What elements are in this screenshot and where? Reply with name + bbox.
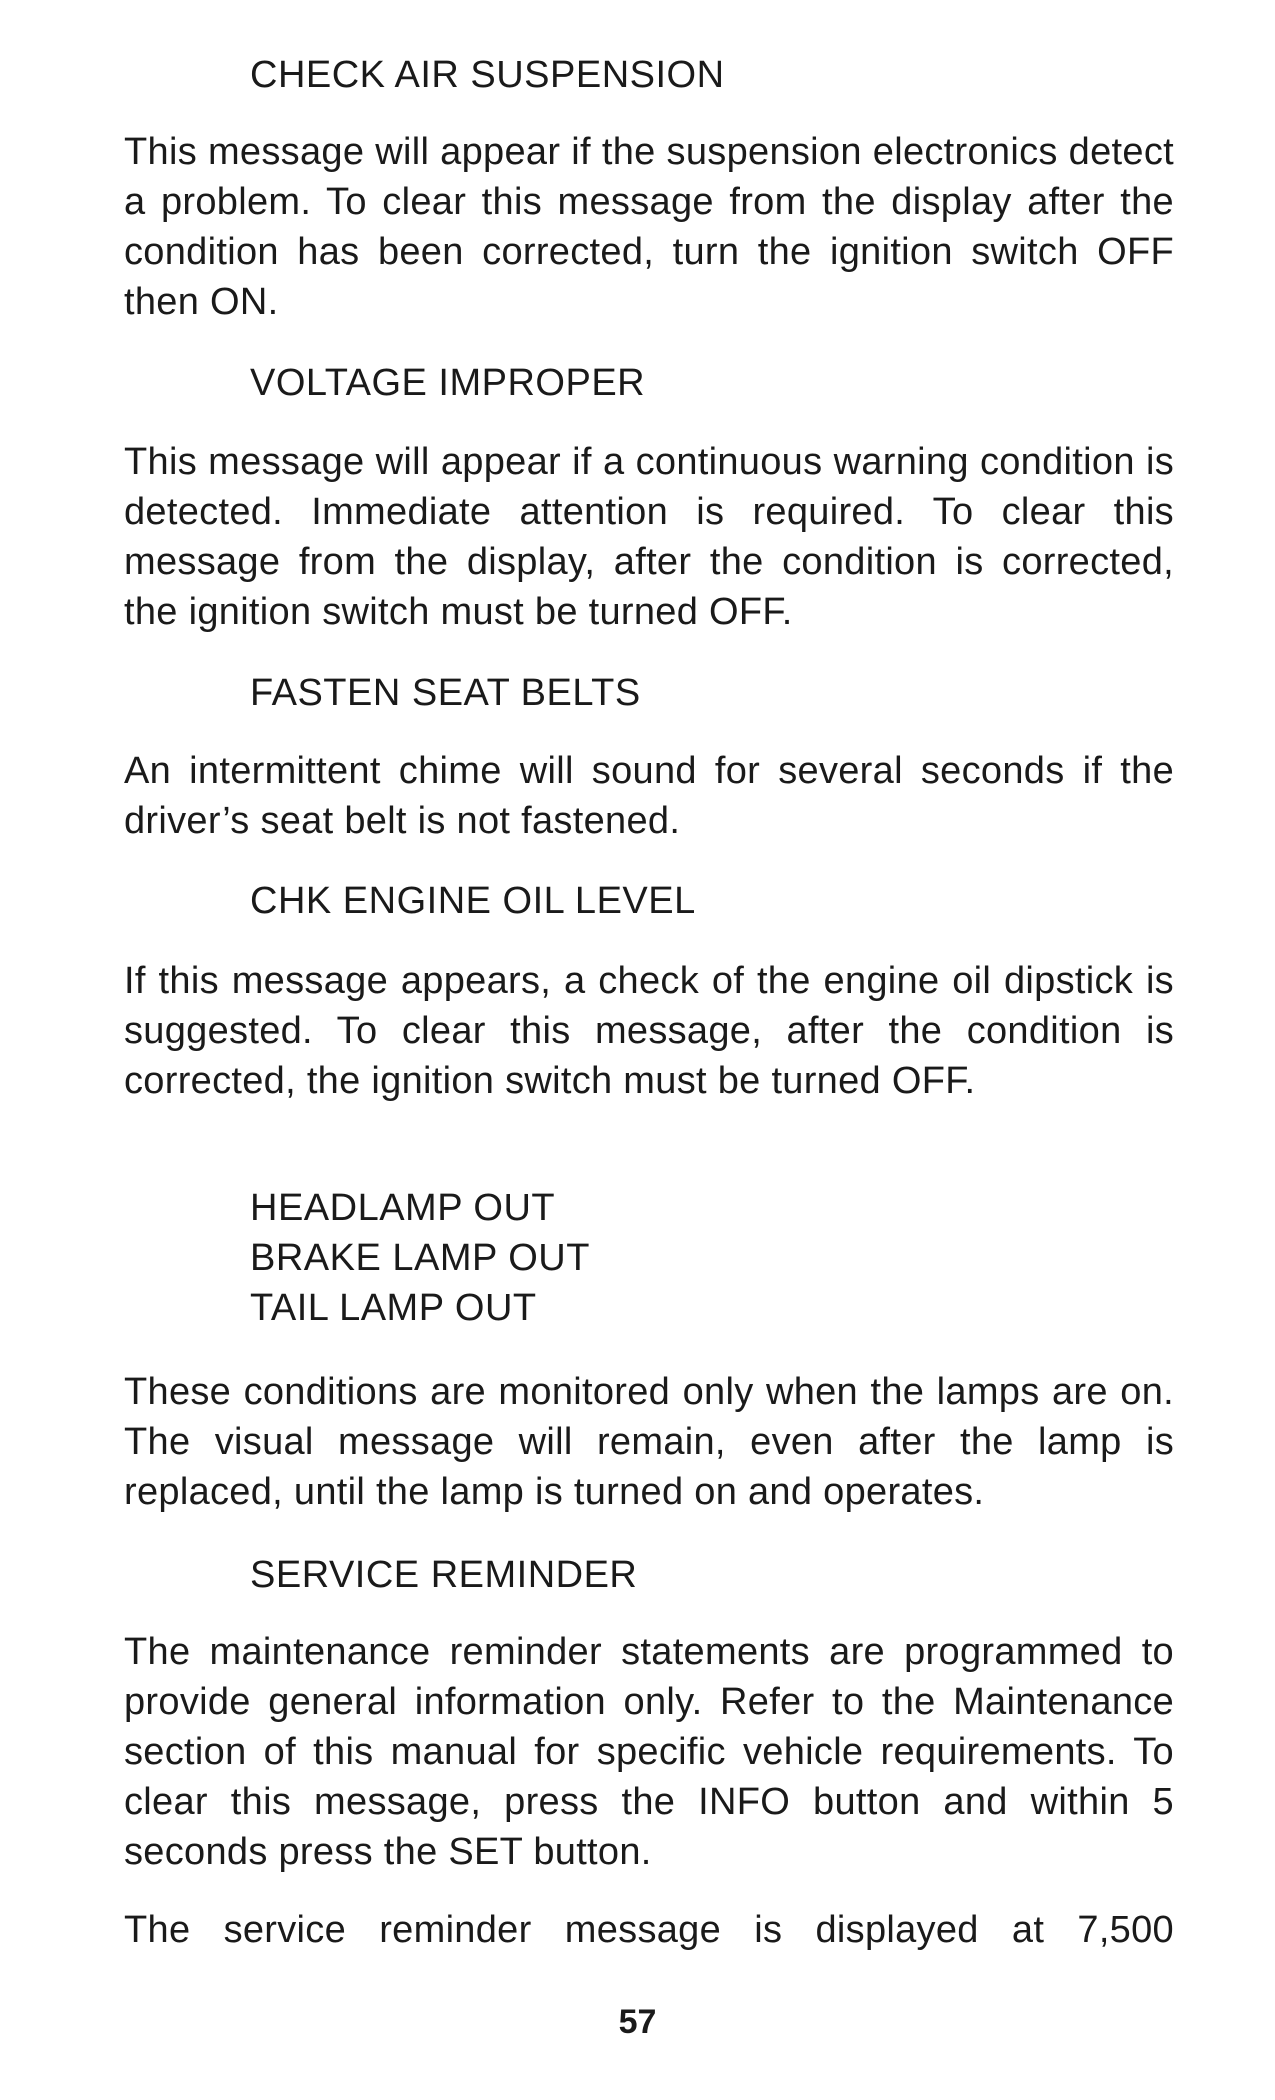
paragraph-service-reminder: The maintenance reminder statements are programmed to provide general information only. Refer to the Maintenance section of this manual for specific vehicle requirements. To clear this message, press the INFO button and within 5 seconds press the SET button. (124, 1631, 1174, 1873)
heading-headlamp-out: HEADLAMP OUT (250, 1187, 556, 1229)
heading-tail-lamp-out: TAIL LAMP OUT (250, 1287, 537, 1329)
paragraph-fasten-seat-belts: An intermittent chime will sound for several seconds if the driver’s seat belt is not fastened. (124, 750, 1174, 842)
heading-fasten-seat-belts: FASTEN SEAT BELTS (250, 672, 641, 714)
heading-brake-lamp-out: BRAKE LAMP OUT (250, 1237, 590, 1279)
paragraph-lamp-out: These conditions are monitored only when the lamps are on. The visual message will remain, even after the lamp is replaced, until the lamp is turned on and operates. (124, 1371, 1174, 1513)
paragraph-check-air-suspension: This message will appear if the suspension electronics detect a problem. To clear this message from the display after the condition has been corrected, turn the ignition switch OFF then ON. (124, 131, 1174, 323)
heading-service-reminder: SERVICE REMINDER (250, 1554, 638, 1596)
heading-lamp-out-group (250, 1183, 590, 1333)
paragraph-chk-engine-oil-level: If this message appears, a check of the engine oil dipstick is suggested. To clear this message, after the condition is corrected, the ignition switch must be turned OFF. (124, 960, 1174, 1102)
paragraph-service-reminder-continuation: The service reminder message is displayed at 7,500 (124, 1909, 1174, 1951)
heading-check-air-suspension: CHECK AIR SUSPENSION (250, 54, 725, 96)
heading-chk-engine-oil-level: CHK ENGINE OIL LEVEL (250, 880, 696, 922)
page-number: 57 (618, 2003, 657, 2041)
heading-voltage-improper: VOLTAGE IMPROPER (250, 362, 646, 404)
paragraph-voltage-improper: This message will appear if a continuous warning condition is detected. Immediate attention is required. To clear this message from the display, after the condition is corrected, the ignition switch must be turned OFF. (124, 441, 1174, 633)
